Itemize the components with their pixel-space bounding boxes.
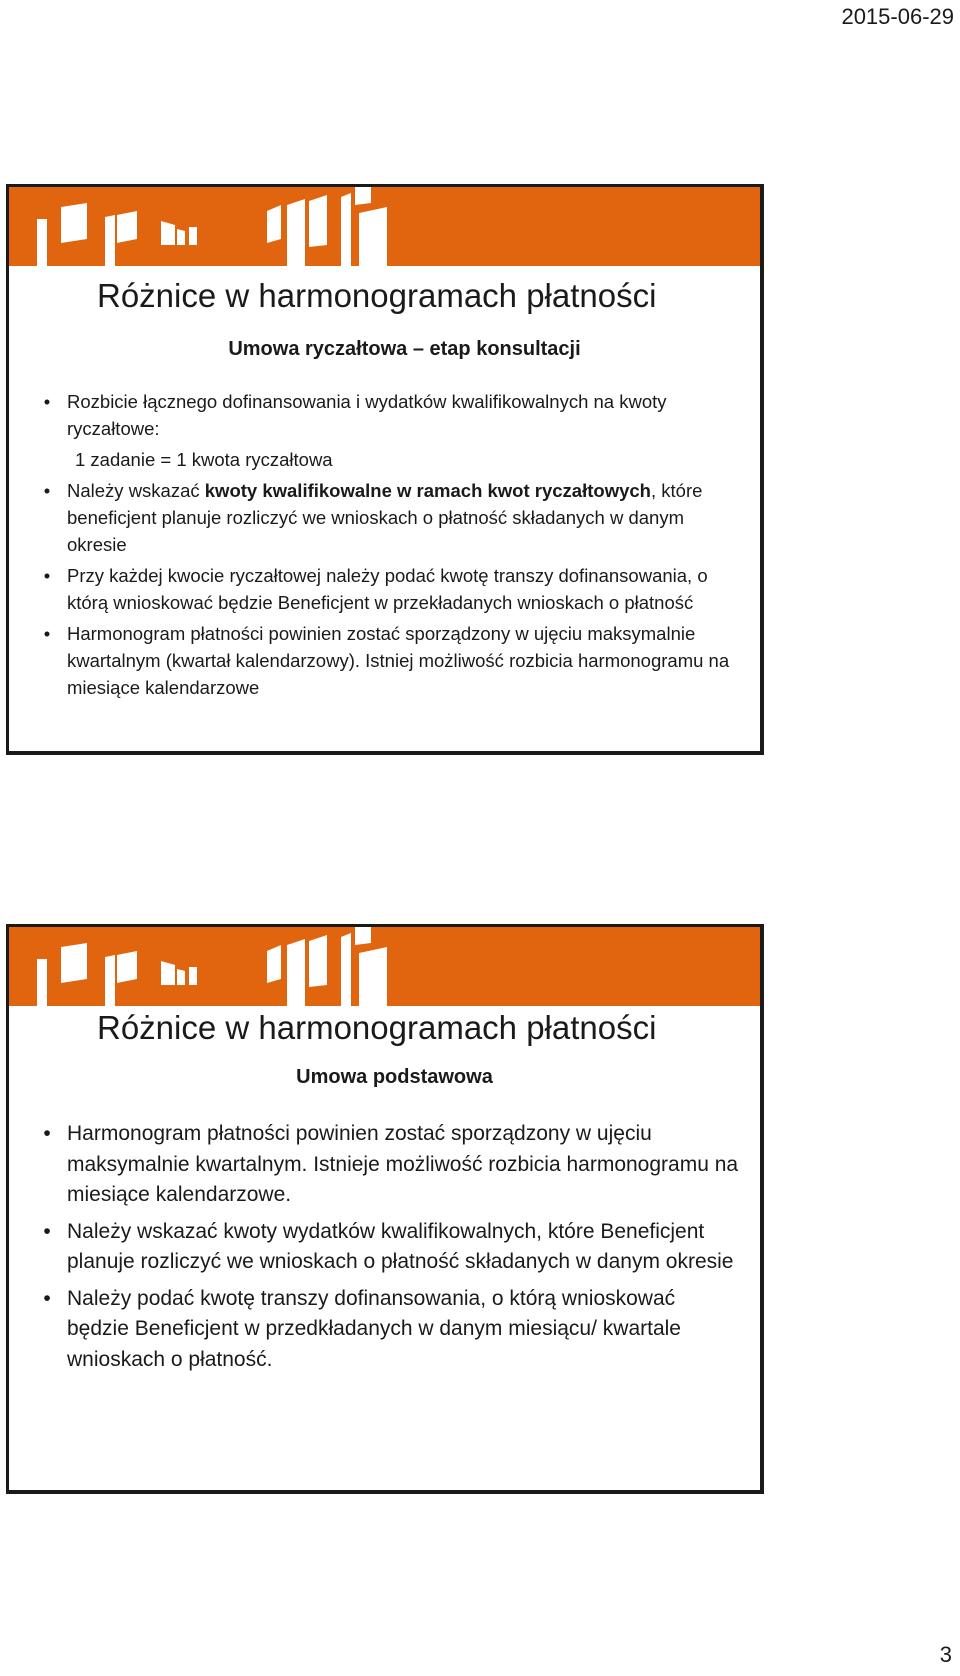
list-item-text: Należy wskazać kwoty wydatków kwalifikowalnych, które Beneficjent planuje rozliczyć we wnioskach o płatność składanych w danym okresie [67, 1219, 734, 1273]
slide-1 [6, 184, 764, 755]
bullet-list [39, 1119, 740, 1375]
list-item-text-pre: Należy wskazać [67, 480, 205, 501]
list-item [39, 1119, 740, 1211]
slide-subtitle: Umowa ryczałtowa – etap konsultacji [228, 338, 581, 360]
list-item-text: Rozbicie łącznego dofinansowania i wydatków kwalifikowalnych na kwoty ryczałtowe: [67, 391, 667, 439]
list-item-text: 1 zadanie = 1 kwota ryczałtowa [75, 449, 333, 470]
list-item-text: Harmonogram płatności powinien zostać sporządzony w ujęciu maksymalnie kwartalnym (kwartał kalendarzowy). Istniej możliwość rozbicia harmonogramu na miesiące kalendarzowe [67, 623, 730, 698]
list-item-text: Przy każdej kwocie ryczałtowej należy podać kwotę transzy dofinansowania, o którą wnioskować będzie Beneficjent w przekładanych wnioskach o płatność [67, 565, 708, 613]
list-item-text: Należy podać kwotę transzy dofinansowania, o którą wnioskować będzie Beneficjent w przedkładanych w danym miesiącu/ kwartale wnioskach o płatność. [67, 1286, 681, 1371]
list-item-text-post: , które beneficjent planuje rozliczyć we wnioskach o płatność składanych w danym okresie [67, 480, 703, 555]
page-date: 2015-06-29 [841, 4, 954, 29]
building-logo-graphic [9, 927, 764, 1006]
bullet-icon: • [43, 1122, 51, 1145]
slide-2 [6, 924, 764, 1494]
bullet-icon: • [43, 1219, 51, 1243]
list-item [39, 477, 740, 558]
bullet-icon: • [43, 391, 51, 412]
list-item [39, 1217, 740, 1278]
building-logo-graphic [9, 187, 764, 266]
bullet-icon: • [43, 1286, 51, 1310]
list-item [39, 1284, 740, 1376]
list-item-text-bold: kwoty kwalifikowalne w ramach kwot ryczałtowych [204, 480, 651, 501]
bullet-icon: • [43, 565, 51, 586]
slide-banner [9, 927, 760, 1006]
list-item-sub [39, 446, 740, 473]
bullet-icon: • [43, 480, 51, 501]
slide-title: Różnice w harmonogramach płatności [97, 1009, 657, 1046]
list-item-text: Harmonogram płatności powinien zostać sporządzony w ujęciu maksymalnie kwartalnym. Istnieje możliwość rozbicia harmonogramu na miesiące kalendarzowe. [67, 1122, 739, 1206]
slide-title: Różnice w harmonogramach płatności [97, 277, 657, 314]
list-item [39, 388, 740, 442]
slide-banner [9, 187, 760, 266]
slide-subtitle: Umowa podstawowa [296, 1066, 493, 1088]
list-item [39, 620, 740, 701]
bullet-icon: • [43, 623, 51, 644]
bullet-list [39, 384, 740, 701]
list-item [39, 562, 740, 616]
page-number: 3 [939, 1642, 952, 1667]
